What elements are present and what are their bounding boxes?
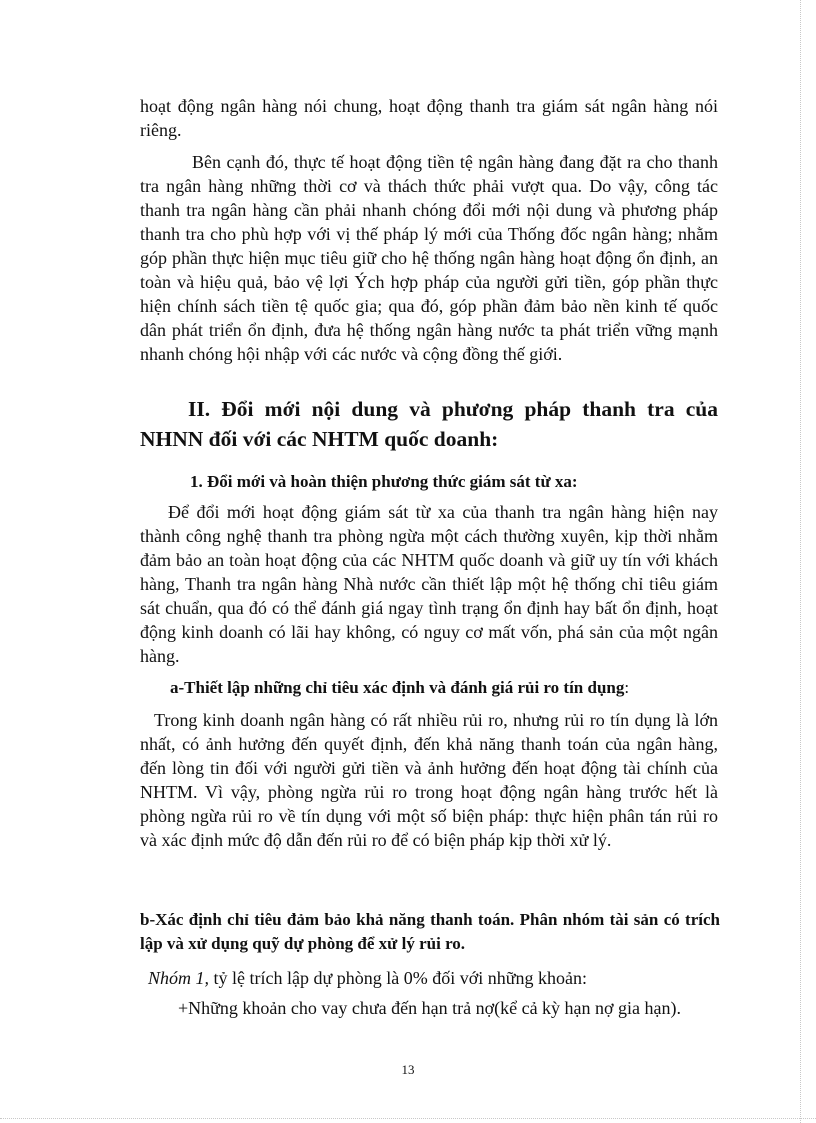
bullet-item-1: +Những khoản cho vay chưa đến hạn trả nợ(kể cả kỳ hạn nợ gia hạn).: [178, 998, 682, 1018]
subsection-heading-a-text: a-Thiết lập những chỉ tiêu xác định và đánh giá rủi ro tín dụng: [170, 678, 625, 697]
group1-line: [148, 966, 718, 990]
subsection-heading-1: 1. Đổi mới và hoàn thiện phương thức giám sát từ xa:: [190, 472, 578, 491]
paragraph-intro: hoạt động ngân hàng nói chung, hoạt động thanh tra giám sát ngân hàng nói riêng.: [140, 96, 718, 140]
paragraph-credit-risk: Trong kinh doanh ngân hàng có rất nhiều rủi ro, nhưng rủi ro tín dụng là lớn nhất, có ảnh hưởng đến quyết định, đến khả năng thanh toán của ngân hàng, đến lòng tin đối với người gửi tiền và ảnh hưởng đến hoạt động tài chính của NHTM. Vì vậy, phòng ngừa rủi ro trong hoạt động ngân hàng trước hết là phòng ngừa rủi ro về tín dụng với một số biện pháp: thực hiện phân tán rủi ro và xác định mức độ dẫn đến rủi ro để có biện pháp kịp thời xử lý.: [140, 710, 718, 850]
paragraph-remote-supervision: Để đổi mới hoạt động giám sát từ xa của thanh tra ngân hàng hiện nay thành công nghệ thanh tra phòng ngừa một cách thường xuyên, kịp thời nhằm đảm bảo an toàn hoạt động của các NHTM quốc doanh và giữ uy tín với khách hàng, Thanh tra ngân hàng Nhà nước cần thiết lập một hệ thống chỉ tiêu giám sát chuẩn, qua đó có thể đánh giá ngay tình trạng ổn định hay bất ổn định, hoạt động kinh doanh có lãi hay không, có nguy cơ mất vốn, phá sản của một ngân hàng.: [140, 502, 718, 666]
page-number: 13: [401, 1062, 415, 1077]
page-frame-right: [800, 0, 801, 1123]
paragraph-context: Bên cạnh đó, thực tế hoạt động tiền tệ ngân hàng đang đặt ra cho thanh tra ngân hàng những thời cơ và thách thức phải vượt qua. Do vậy, công tác thanh tra ngân hàng cần phải nhanh chóng đổi mới nội dung và phương pháp thanh tra cho phù hợp với vị thế pháp lý mới của Thống đốc ngân hàng; nhằm góp phần thực hiện mục tiêu giữ cho hệ thống ngân hàng hoạt động ổn định, an toàn và hiệu quả, bảo vệ lợi Ých hợp pháp của người gửi tiền, góp phần thực hiện chính sách tiền tệ quốc gia; qua đó, góp phần đảm bảo nền kinh tế quốc dân phát triển ổn định, đưa hệ thống ngân hàng nước ta phát triển vững mạnh nhanh chóng hội nhập với các nước và cộng đồng thế giới.: [140, 152, 718, 364]
section-heading: II. Đổi mới nội dung và phương pháp thanh tra của NHNN đối với các NHTM quốc doanh:: [140, 397, 718, 451]
group1-text: tỷ lệ trích lập dự phòng là 0% đối với những khoản:: [209, 968, 587, 988]
subsection-heading-b: b-Xác định chỉ tiêu đảm bảo khả năng thanh toán. Phân nhóm tài sản có trích lập và xử dụng quỹ dự phòng để xử lý rủi ro.: [140, 910, 720, 953]
page-frame-bottom: [0, 1118, 816, 1119]
subsection-heading-a-colon: :: [624, 678, 630, 697]
group1-label: Nhóm 1,: [148, 968, 210, 988]
subsection-heading-a: [170, 676, 629, 700]
